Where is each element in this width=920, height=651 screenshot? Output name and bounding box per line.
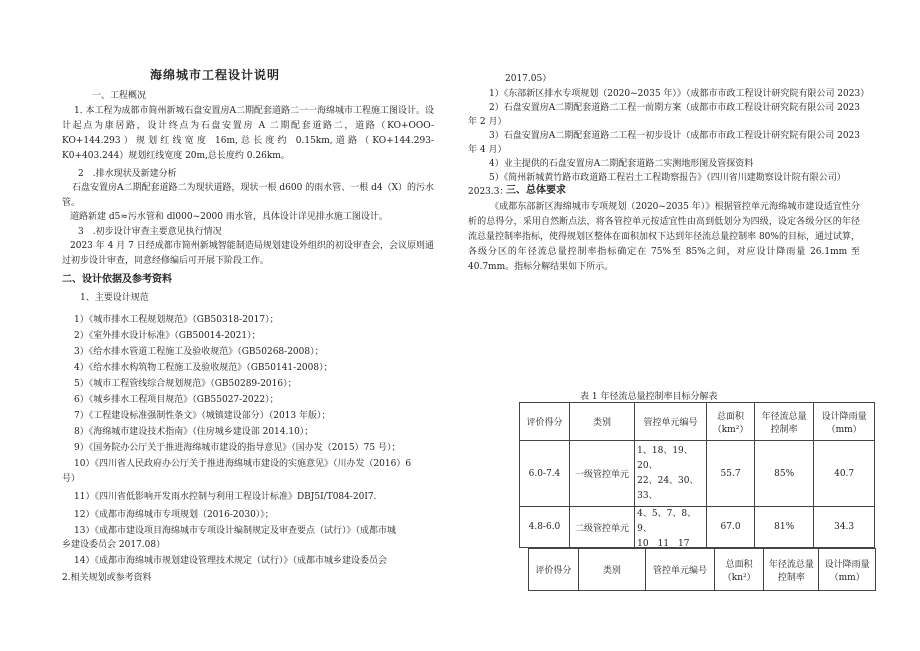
col-header-class: 类别	[578, 549, 645, 591]
section-1-heading: 一、工程概况	[92, 91, 147, 101]
id-line: 10 11 17	[637, 539, 690, 547]
reg-item-continuation: 号）	[62, 474, 81, 484]
id-line: 4、5、7、8、	[637, 509, 697, 519]
section-1-paragraph-1: 1. 本工程为成都市简州新城石盘安置房A二期配套道路二一一海绵城市工程施工图设计。设计起点为康居路，设计终点为石盘安置房 A 二期配套道路二，道路（KO+OOO-KO+144.293）规划红线宽度 16m,总长度约 0.15km,道路（KO+144.293-K0+403.244）规划红线宽度 20m,总长度约 0.26km。	[62, 106, 434, 161]
col-header-score: 评价得分	[529, 549, 579, 591]
col-header-area	[715, 549, 764, 591]
ref-item: 5）《简州新城黄竹路市政道路工程岩土工程勘察报告》（四川省川建勘察设计院有限公司）	[489, 173, 846, 183]
reg-item-continuation: 乡建设委员会 2017.08）	[62, 540, 166, 550]
section-1-paragraph-2: 石盘安置房A二期配套道路二为现状道路，现状一根 d600 的雨水管、一根 d4（X）的污水管。	[62, 183, 434, 208]
cell-score: 4.8-6.0	[520, 507, 570, 548]
cell-rate: 85%	[755, 441, 814, 507]
cell-rain: 40.7	[814, 441, 875, 507]
cell-rate: 81%	[755, 507, 814, 548]
ref-continuation: 2017.05）	[505, 74, 552, 84]
section-2-subheading: 1、主要设计规范	[80, 293, 149, 303]
reg-item: 11）《四川省低影响开发雨水控制与利用工程设计标准》DBJ5I/T084-20I7.	[74, 492, 377, 502]
section-2-heading: 二、设计依据及参考资料	[62, 274, 172, 285]
table-title: 表 1 年径流总量控制率目标分解表	[580, 392, 718, 402]
runoff-table-continued	[528, 548, 876, 591]
col-header-area	[706, 403, 754, 441]
col-header-rain	[814, 403, 875, 441]
cell-area: 67.0	[706, 507, 754, 548]
col-header-ids: 管控单元编号	[635, 403, 707, 441]
rate-label: 年径流总量	[761, 411, 807, 422]
reg-item: 10）《四川省人民政府办公厅关于推进海绵城市建设的实施意见》（川办发（2016）6	[74, 459, 412, 469]
cell-class: 一级管控单元	[569, 441, 634, 507]
ref-item-continuation: 年 2 月）	[468, 117, 507, 127]
rate-label-2: 控制率	[777, 572, 805, 583]
cell-ids	[635, 507, 707, 548]
reg-item: 13）《成都市建设项目海绵城市专项设计编制规定及审查要点（试行）》（成都市城	[74, 526, 396, 536]
reg-item: 5）《城市工程管线综合规划规范》（GB50289-2016）；	[74, 379, 297, 389]
table-row	[520, 507, 875, 548]
section-3-heading: 三、总体要求	[506, 185, 566, 196]
col-header-rain	[819, 549, 876, 591]
cell-area: 55.7	[706, 441, 754, 507]
col-header-rate	[755, 403, 814, 441]
reg-item: 2）《室外排水设计标准》（GB50014-2021）；	[74, 331, 261, 341]
rain-label: 设计降雨量	[821, 411, 867, 422]
table-header-row	[529, 549, 876, 591]
section-2-subheading-2: 2.相关规划或参考资料	[62, 573, 152, 583]
cell-rain: 34.3	[814, 507, 875, 548]
section-1-item-2-heading: 2 .排水现状及新建分析	[78, 169, 177, 179]
col-header-class: 类别	[569, 403, 634, 441]
section-3-number: 2023.3：	[468, 187, 509, 197]
rain-unit: （mm）	[826, 424, 862, 435]
reg-item: 6）《城乡排水工程项目规范》（GB55027-2022）；	[74, 395, 279, 405]
reg-item: 9）《国务院办公厅关于推进海绵城市建设的指导意见》（国办发（2015）75 号）；	[74, 443, 401, 453]
id-line: 9、	[637, 524, 652, 534]
runoff-table	[519, 402, 875, 548]
col-header-ids: 管控单元编号	[646, 549, 715, 591]
ref-item: 4）业主提供的石盘安置房A二期配套道路二实测地形图及管探资料	[489, 159, 754, 169]
reg-item: 3）《给水排水管道工程施工及验收规范》（GB50268-2008）；	[74, 347, 324, 357]
area-label: 总面积	[717, 411, 745, 422]
ref-item-continuation: 年 4 月）	[468, 145, 507, 155]
area-unit: （kn²）	[722, 572, 756, 583]
cell-score: 6.0-7.4	[520, 441, 570, 507]
ref-item: 3）石盘安置房A二期配套道路二工程一初步设计（成都市市政工程设计研究院有限公司 2023	[489, 131, 860, 141]
col-header-score: 评价得分	[520, 403, 570, 441]
id-line: 1、18、19、	[637, 445, 693, 456]
reg-item: 14）《成都市海绵城市规划建设管理技术规定（试行）》（成都市城乡建设委员会	[74, 556, 387, 566]
section-3-paragraph: 《成都东部新区海绵城市专项规划（2020~2035 年）》根据管控单元海绵城市建设适宜性分析的总得分，采用自然断点法，将各管控单元按适宜性由高到低划分为四级，设定各级分区的年径流总量控制率指标，使得规划区整体在面积加权下达到年径流总量控制率 80%的目标，通过试算，各级分区的年径流总量控制率指标确定在 75%至 85%之间，对应设计降雨量 26.1mm 至 40.7mm。指标分解结果如下所示。	[468, 202, 860, 272]
area-label: 总面积	[725, 559, 753, 570]
col-header-rate	[764, 549, 819, 591]
table-row	[520, 441, 875, 507]
table-header-row	[520, 403, 875, 441]
section-1-paragraph-2b: 道路新建 d5≈污水管和 dl000~2000 雨水管，具体设计详见排水施工图设计。	[70, 212, 388, 222]
reg-item: 7）《工程建设标准强制性条文》（城镇建设部分）（2013 年版）；	[74, 411, 331, 421]
ref-item: 2）石盘安置房A二期配套道路二工程一前期方案（成都市市政工程设计研究院有限公司 2023	[489, 103, 860, 113]
area-unit: （km²）	[712, 424, 749, 435]
reg-item: 4）《给水排水构筑物工程施工及验收规范》（GB50141-2008）；	[74, 363, 333, 373]
rate-label-2: 控制率	[770, 424, 798, 435]
reg-item: 1）《城市排水工程规划规范》（GB50318-2017）；	[74, 315, 279, 325]
section-1-item-3-heading: 3 .初步设计审查主要意见执行情况	[78, 227, 222, 237]
section-1-paragraph-3: 2023 年 4 月 7 日经成都市简州新城智能制造局规划建设外组织的初设审查会，会议原则通过初步设计审查，同意经修编后可开展下阶段工作。	[62, 241, 434, 266]
id-line: 22、24、30、	[637, 475, 699, 486]
page-title: 海绵城市工程设计说明	[150, 68, 281, 82]
reg-item: 8）《海绵城市建设技术指南》（住房城乡建设部 2014.10）；	[74, 427, 314, 437]
rate-label: 年径流总量	[768, 559, 814, 570]
cell-ids	[635, 441, 707, 507]
ref-item: 1）《东部新区排水专项规划（2020~2035 年）》（成都市市政工程设计研究院有限公司 2023）	[489, 89, 870, 99]
id-line: 20、	[637, 460, 658, 471]
rain-unit: （mm）	[829, 572, 865, 583]
id-line: 33、	[637, 490, 658, 501]
cell-class: 二级管控单元	[569, 507, 634, 548]
rain-label: 设计降雨量	[824, 559, 870, 570]
reg-item: 12）《成都市海绵城市专项规划（2016-2030）》；	[74, 510, 274, 520]
